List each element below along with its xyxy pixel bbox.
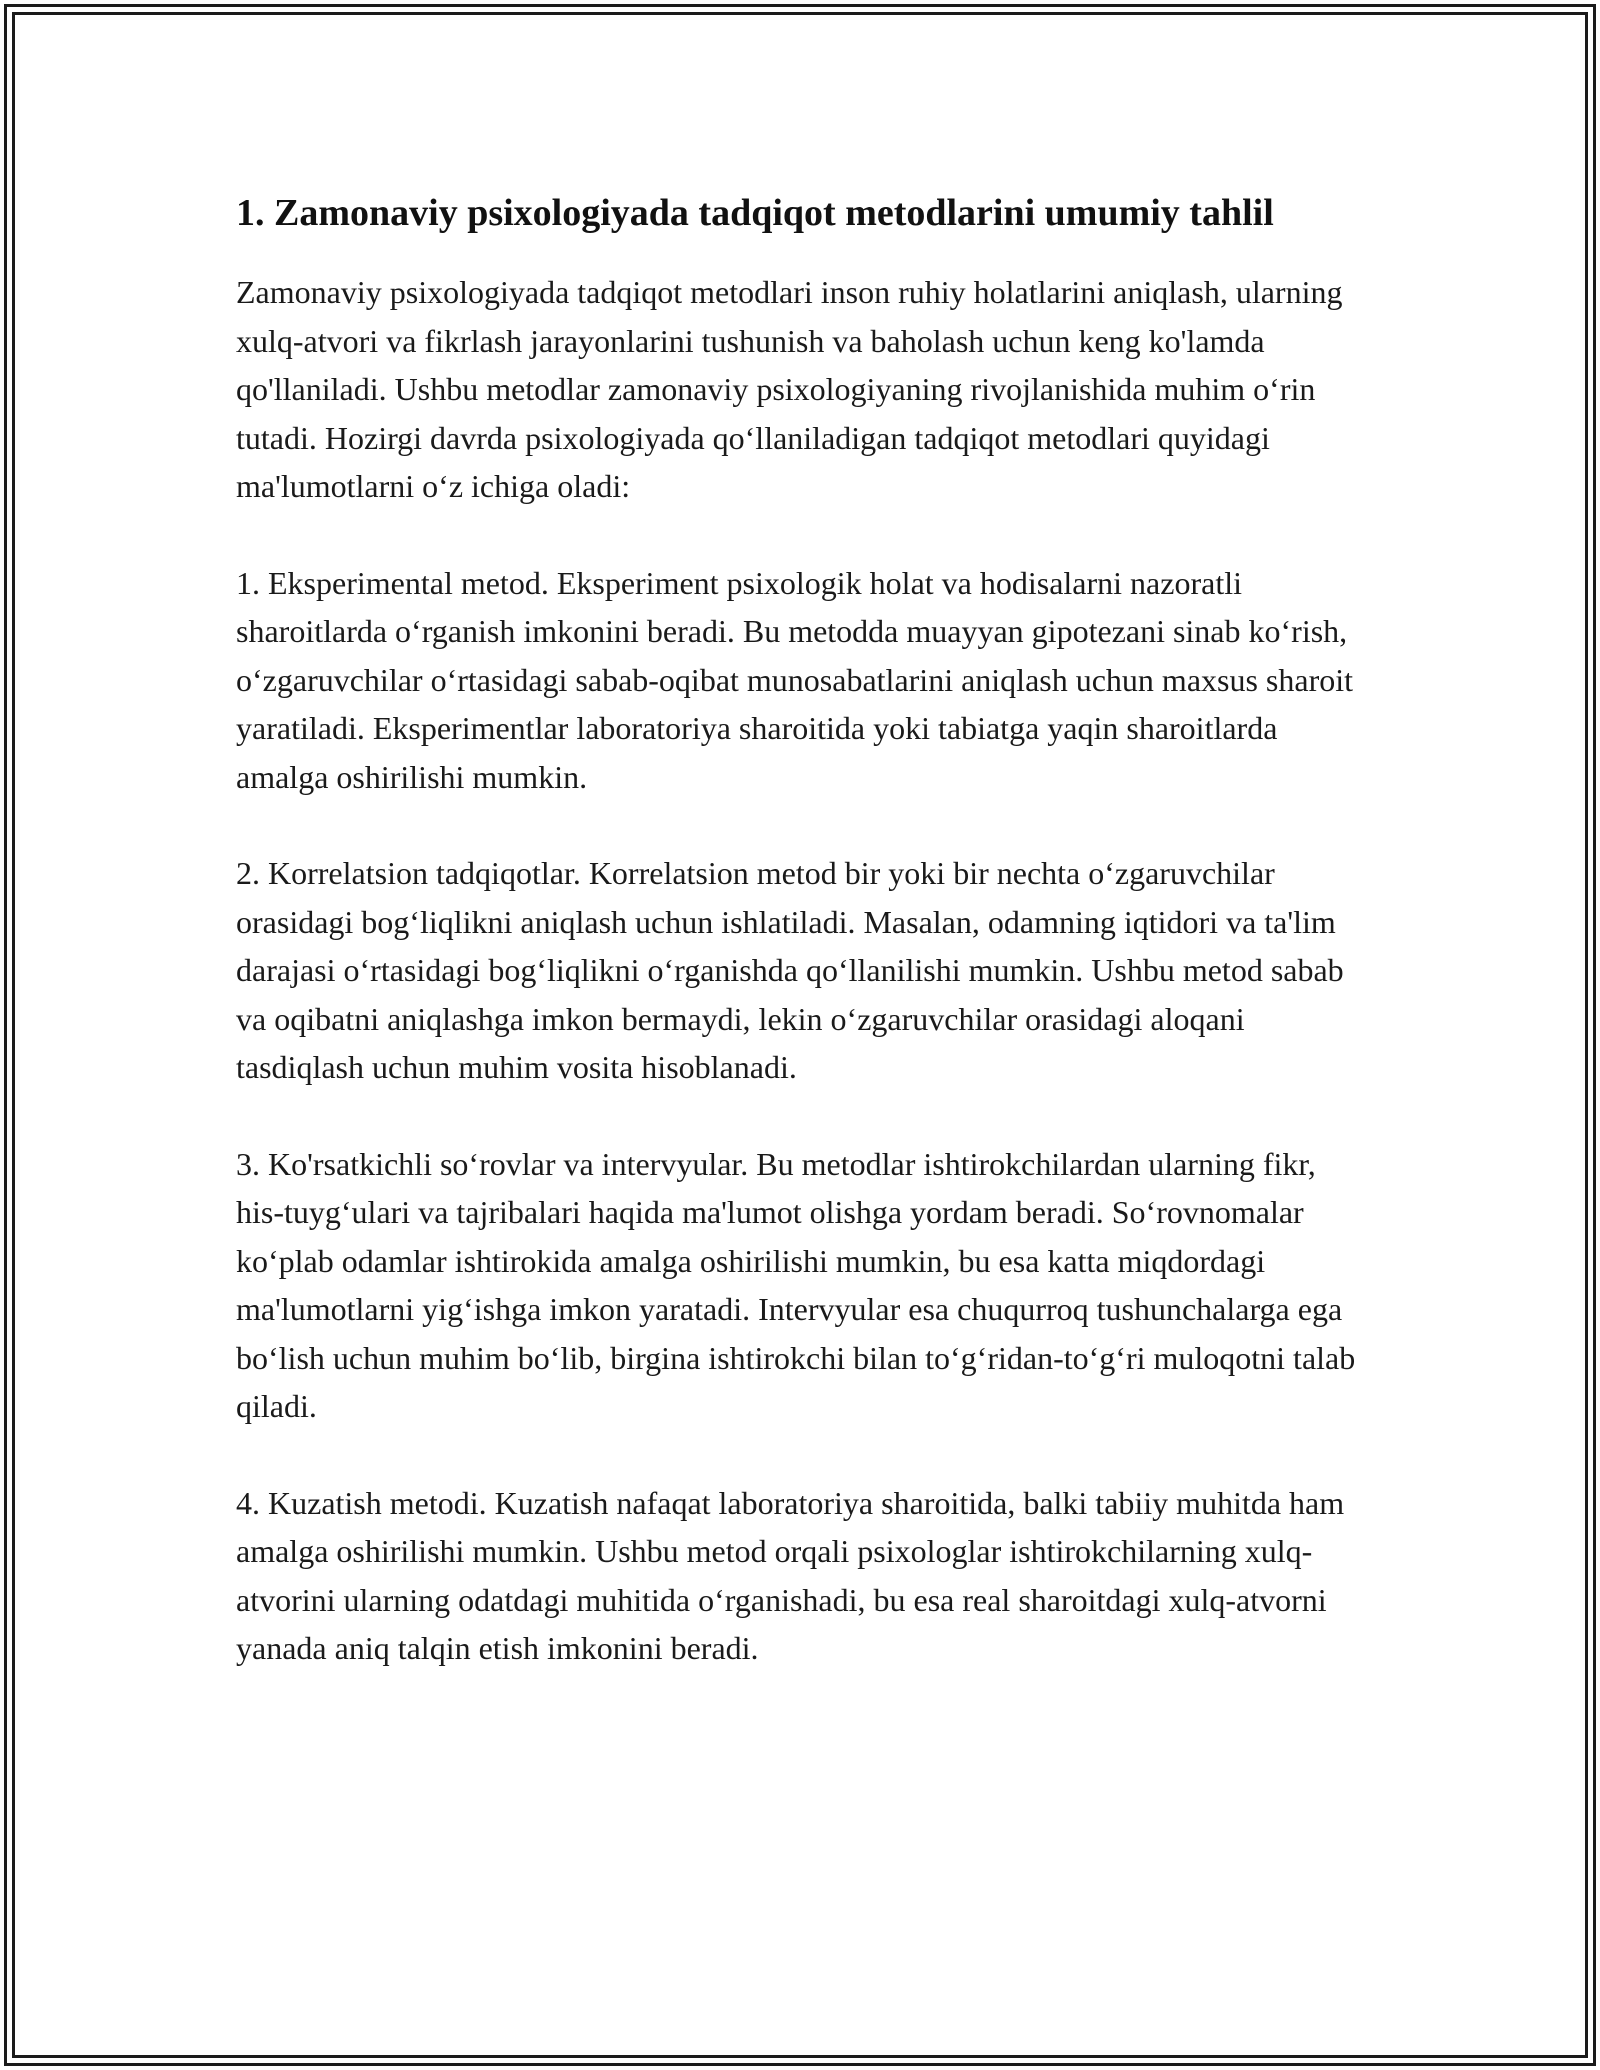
method-correlational-paragraph: 2. Korrelatsion tadqiqotlar. Korrelatsion metod bir yoki bir nechta o‘zgaruvchilar orasidagi bog‘liqlikni aniqlash uchun ishlatiladi. Masalan, odamning iqtidori va ta'lim darajasi o‘rtasidagi bog‘liqlikni o‘rganishda qo‘llanilishi mumkin. Ushbu metod sabab va oqibatni aniqlashga imkon bermaydi, lekin o‘zgaruvchilar orasidagi aloqani tasdiqlash uchun muhim vosita hisoblanadi. (236, 855, 1344, 1085)
section-heading: 1. Zamonaviy psixologiyada tadqiqot metodlarini umumiy tahlil (236, 192, 1274, 234)
document-body (236, 186, 1368, 1721)
method-observation-paragraph: 4. Kuzatish metodi. Kuzatish nafaqat laboratoriya sharoitida, balki tabiiy muhitda ham amalga oshirilishi mumkin. Ushbu metod orqali psixologlar ishtirokchilarning xulq-atvorini ularning odatdagi muhitida o‘rganishadi, bu esa real sharoitdagi xulq-atvorni yanada aniq talqin etish imkonini beradi. (236, 1484, 1345, 1666)
method-experimental-paragraph: 1. Eksperimental metod. Eksperiment psixologik holat va hodisalarni nazoratli sharoitlarda o‘rganish imkonini beradi. Bu metodda muayyan gipotezani sinab ko‘rish, o‘zgaruvchilar o‘rtasidagi sabab-oqibat munosabatlarini aniqlash uchun maxsus sharoit yaratiladi. Eksperimentlar laboratoriya sharoitida yoki tabiatga yaqin sharoitlarda amalga oshirilishi mumkin. (236, 564, 1354, 795)
method-survey-paragraph: 3. Ko'rsatkichli so‘rovlar va intervyular. Bu metodlar ishtirokchilardan ularning fikr, his-tuyg‘ulari va tajribalari haqida ma'lumot olishga yordam beradi. So‘rovnomalar ko‘plab odamlar ishtirokida amalga oshirilishi mumkin, bu esa katta miqdordagi ma'lumotlarni yig‘ishga imkon yaratadi. Intervyular esa chuqurroq tushunchalarga ega bo‘lish uchun muhim bo‘lib, birgina ishtirokchi bilan to‘g‘ridan-to‘g‘ri muloqotni talab qiladi. (236, 1145, 1356, 1424)
intro-paragraph: Zamonaviy psixologiyada tadqiqot metodlari inson ruhiy holatlarini aniqlash, ularning xulq-atvori va fikrlash jarayonlarini tushunish va baholash uchun keng ko'lamda qo'llaniladi. Ushbu metodlar zamonaviy psixologiyaning rivojlanishida muhim o‘rin tutadi. Hozirgi davrda psixologiyada qo‘llaniladigan tadqiqot metodlari quyidagi ma'lumotlarni o‘z ichiga oladi: (236, 274, 1343, 504)
